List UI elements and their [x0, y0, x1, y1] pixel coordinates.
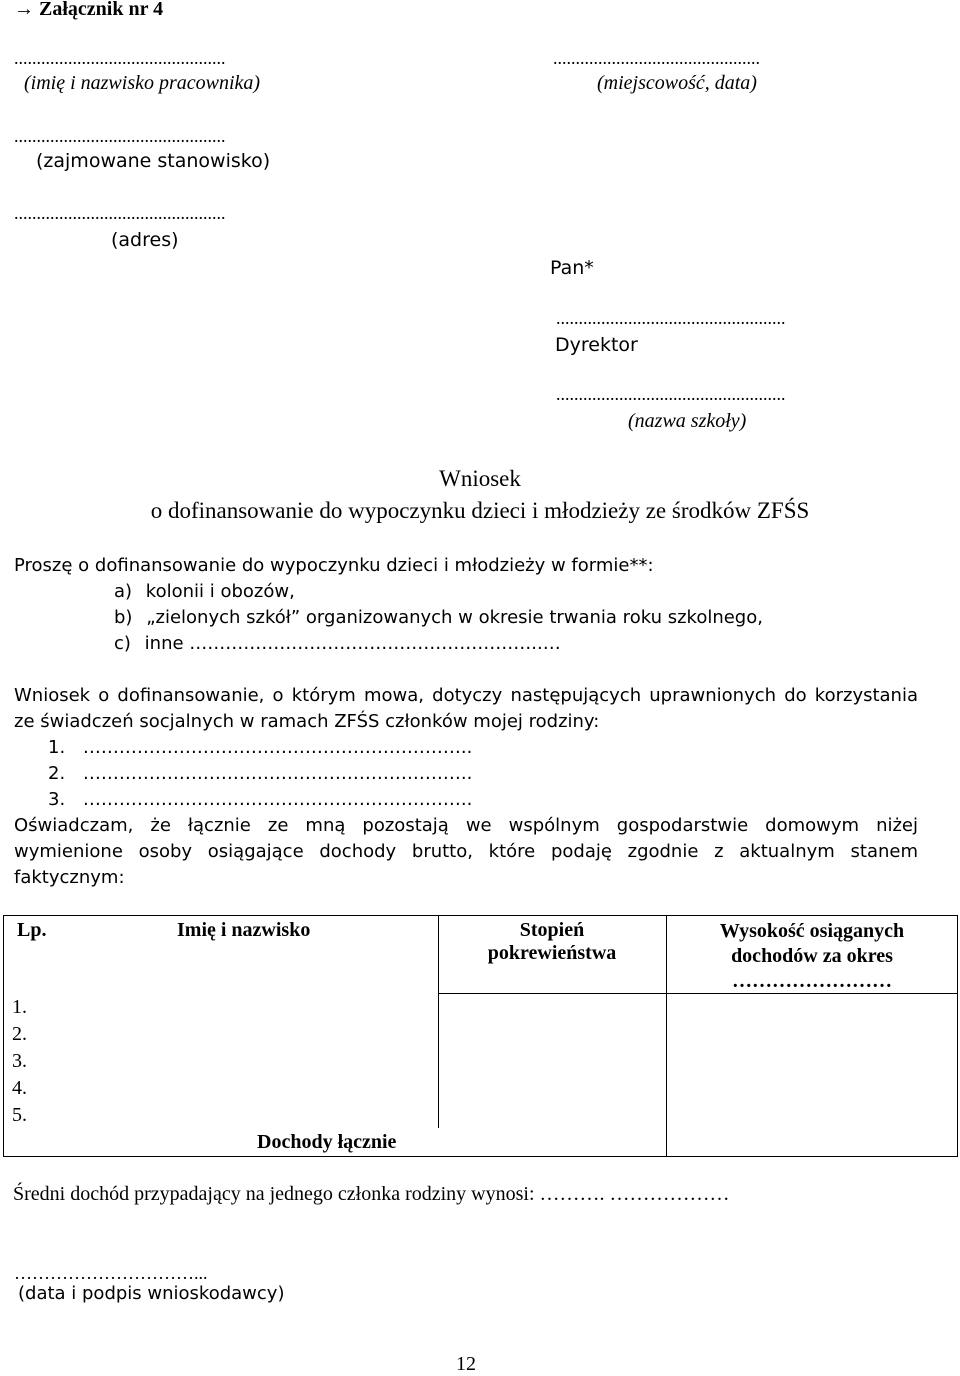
name-dots: ............................................... [14, 48, 226, 68]
table-row: 4. [12, 1077, 27, 1099]
declaration-line-1: Oświadczam, że łącznie ze mną pozostają we wspólnym gospodarstwie domowym niżej [14, 815, 918, 836]
table-row: 1. [12, 996, 27, 1018]
addressee-dots-2: ................................................... [556, 384, 786, 404]
place-caption: (miejscowość, data) [597, 72, 757, 94]
name-caption: (imię i nazwisko pracownika) [24, 72, 261, 94]
signature-caption: (data i podpis wnioskodawcy) [18, 1283, 285, 1304]
table-row: 5. [12, 1104, 27, 1126]
option-a: a) kolonii i obozów, [114, 581, 295, 602]
member-item: 1. ……………………………………………………….. [48, 737, 473, 758]
declaration-line-2: wymienione osoby osiągające dochody brutto, które podaję zgodnie z aktualnym stanem [14, 841, 918, 862]
members-line-2: ze świadczeń socjalnych w ramach ZFŚS członków mojej rodziny: [14, 711, 600, 732]
member-item: 2. ……………………………………………………….. [48, 763, 473, 784]
place-dots: .............................................. [553, 48, 760, 68]
addressee-director: Dyrektor [555, 334, 638, 356]
addressee-pan: Pan* [550, 257, 594, 279]
request-intro: Proszę o dofinansowanie do wypoczynku dzieci i młodzieży w formie**: [14, 555, 654, 576]
option-c: c) inne …………………………………………………..… [114, 633, 561, 654]
income-table [3, 915, 958, 1157]
col-lp: Lp. [17, 919, 47, 941]
addressee-dots-1: ................................................... [556, 308, 786, 328]
table-row: 2. [12, 1023, 27, 1045]
average-income: Średni dochód przypadający na jednego członka rodziny wynosi: ………. ……………… [13, 1183, 730, 1205]
position-dots: ............................................... [14, 126, 226, 146]
attachment-label: → Załącznik nr 4 [14, 0, 164, 20]
signature-dots: …………………………... [14, 1263, 208, 1283]
col-name: Imię i nazwisko [177, 919, 311, 941]
declaration-line-3: faktycznym: [14, 867, 125, 888]
members-line-1: Wniosek o dofinansowanie, o którym mowa, dotyczy następujących uprawnionych do korzystania [14, 685, 918, 706]
option-b: b) „zielonych szkół” organizowanych w okresie trwania roku szkolnego, [114, 607, 763, 628]
document-title: Wniosek [439, 466, 521, 491]
col-relation: Stopień pokrewieństwa [487, 919, 617, 964]
position-caption: (zajmowane stanowisko) [36, 150, 271, 172]
address-dots: ............................................... [14, 203, 226, 223]
address-caption: (adres) [111, 229, 179, 251]
table-row: 3. [12, 1050, 27, 1072]
total-label: Dochody łącznie [257, 1131, 397, 1153]
school-caption: (nazwa szkoły) [628, 410, 747, 432]
document-subtitle: o dofinansowanie do wypoczynku dzieci i młodzieży ze środków ZFŚS [150, 498, 810, 523]
arrow-icon: → [14, 0, 34, 20]
page-number: 12 [456, 1353, 476, 1375]
member-item: 3. ……………………………………………………….. [48, 789, 473, 810]
col-income: Wysokość osiąganych dochodów za okres …………………… [719, 920, 905, 992]
